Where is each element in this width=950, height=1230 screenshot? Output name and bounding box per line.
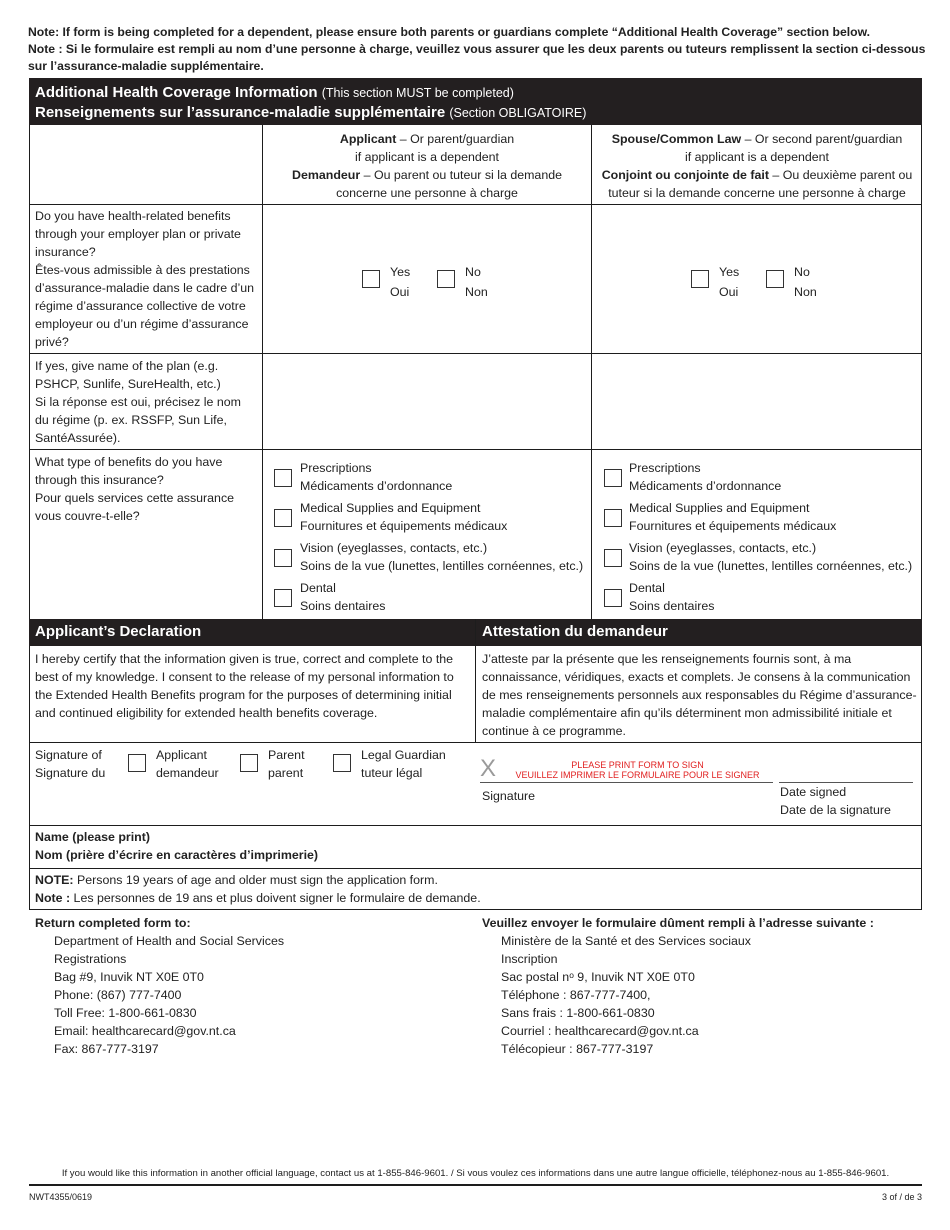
grid-line	[29, 204, 922, 205]
declaration-title-en: Applicant’s Declaration	[29, 619, 475, 646]
applicant-dental-checkbox[interactable]	[274, 589, 292, 607]
spouse-yes-label: Yes Oui	[719, 265, 740, 299]
applicant-prescriptions-label: Prescriptions Médicaments d’ordonnance	[300, 461, 453, 493]
note-en: Note: If form is being completed for a dependent, please ensure both parents or guardians complete “Additional Health Coverage” section below.	[28, 25, 870, 39]
applicant-no-checkbox[interactable]	[437, 270, 455, 288]
signature-label: Signature	[482, 789, 536, 803]
applicant-medical-supplies-checkbox[interactable]	[274, 509, 292, 527]
section-title-en: Additional Health Coverage Information	[35, 84, 318, 101]
spouse-no-checkbox[interactable]	[766, 270, 784, 288]
grid-line	[29, 825, 922, 826]
return-address-fr: Veuillez envoyer le formulaire dûment rempli à l’adresse suivante : Ministère de la Santé et des Services sociaux Inscription Sac postal nᵒ 9, Inuvik NT X0E 0T0 Téléphone : 867-777-7400, Sans frais : 1-800-661-0830 Courriel : healthcarecard@gov.nt.ca Télécopieur : 867-777-3197	[482, 916, 874, 1056]
name-field[interactable]	[380, 828, 915, 866]
grid-line	[29, 742, 922, 743]
dependent-note	[28, 24, 928, 75]
name-label: Name (please print) Nom (prière d’écrire en caractères d’imprimerie)	[35, 830, 319, 862]
signer-applicant-checkbox[interactable]	[128, 754, 146, 772]
grid-line	[29, 868, 922, 869]
declaration-text-fr: J’atteste par la présente que les renseignements fournis sont, à ma connaissance, véridiques, exacts et complets. Je consens à la communication de mes renseignements personnels aux responsables du Régime d’assurance-maladie complémentaire afin qu’ils déterminent mon admissibilité initiale et continue à ce programme.	[482, 652, 917, 738]
grid-line	[475, 619, 476, 742]
applicant-no-label: No Non	[465, 265, 488, 299]
question-plan-name: If yes, give name of the plan (e.g. PSHCP, Sunlife, SureHealth, etc.) Si la réponse est oui, précisez le nom du régime (p. ex. RSSFP, Sun Life, SantéAssurée).	[35, 359, 241, 445]
spouse-yes-checkbox[interactable]	[691, 270, 709, 288]
signer-parent-checkbox[interactable]	[240, 754, 258, 772]
print-to-sign-notice: PLEASE PRINT FORM TO SIGN VEUILLEZ IMPRIMER LE FORMULAIRE POUR LE SIGNER	[515, 760, 760, 780]
signer-applicant-label: Applicant demandeur	[156, 748, 219, 780]
language-notice: If you would like this information in another official language, contact us at 1-855-846-9601. / Si vous voulez ces informations dans une autre langue officielle, téléphonez-nous au 1-855-846-9601.	[61, 1168, 890, 1179]
spouse-plan-name-field[interactable]	[592, 354, 921, 449]
applicant-column-header: Applicant – Or parent/guardian if applicant is a dependent Demandeur – Ou parent ou tuteur si la demande concerne une personne à charge	[292, 132, 562, 200]
date-signed-label: Date signed Date de la signature	[780, 785, 891, 817]
spouse-prescriptions-label: Prescriptions Médicaments d’ordonnance	[629, 461, 782, 493]
return-address-en: Return completed form to: Department of Health and Social Services Registrations Bag #9, Inuvik NT X0E 0T0 Phone: (867) 777-7400 Toll Free: 1-800-661-0830 Email: healthcarecard@gov.nt.ca Fax: 867-777-3197	[35, 916, 285, 1056]
signature-field[interactable]	[481, 771, 773, 783]
footer-rule	[29, 1184, 922, 1186]
question-benefit-types: What type of benefits do you have through this insurance? Pour quels services cette assurance vous couvre-t-elle?	[35, 455, 235, 523]
applicant-yes-label: Yes Oui	[390, 265, 411, 299]
section-title-en-sub: (This section MUST be completed)	[321, 86, 514, 100]
spouse-vision-checkbox[interactable]	[604, 549, 622, 567]
applicant-plan-name-field[interactable]	[263, 354, 591, 449]
spouse-medical-supplies-checkbox[interactable]	[604, 509, 622, 527]
grid-line	[29, 449, 922, 450]
spouse-prescriptions-checkbox[interactable]	[604, 469, 622, 487]
signer-guardian-label: Legal Guardian tuteur légal	[361, 748, 446, 780]
applicant-yes-checkbox[interactable]	[362, 270, 380, 288]
spouse-medical-supplies-label: Medical Supplies and Equipment Fournitures et équipements médicaux	[629, 501, 837, 533]
section-header	[29, 78, 922, 125]
note-fr: Note : Si le formulaire est rempli au nom d’une personne à charge, veuillez vous assurer que les deux parents ou tuteurs remplissent la section ci-dessous sur l’assurance-maladie supplémentaire.	[28, 42, 926, 73]
spouse-column-header: Spouse/Common Law – Or second parent/guardian if applicant is a dependent Conjoint ou conjointe de fait – Ou deuxième parent ou tuteur si la demande concerne une personne à charge	[601, 132, 913, 200]
spouse-dental-label: Dental Soins dentaires	[629, 581, 715, 613]
declaration-text-en: I hereby certify that the information given is true, correct and complete to the best of my knowledge. I consent to the release of my personal information to the Extended Health Benefits program for the purposes of determining initial and continued eligibility for extended health benefits coverage.	[35, 652, 454, 720]
spouse-vision-label: Vision (eyeglasses, contacts, etc.) Soins de la vue (lunettes, lentilles cornéennes, etc.)	[629, 541, 913, 573]
applicant-vision-label: Vision (eyeglasses, contacts, etc.) Soins de la vue (lunettes, lentilles cornéennes, etc.)	[300, 541, 584, 573]
section-title-fr: Renseignements sur l’assurance-maladie supplémentaire	[35, 104, 446, 121]
age-note: NOTE: Persons 19 years of age and older must sign the application form. Note : Les personnes de 19 ans et plus doivent signer le formulaire de demande.	[35, 873, 481, 905]
page-number: 3 of / de 3	[881, 1192, 922, 1202]
section-title-fr-sub: (Section OBLIGATOIRE)	[449, 106, 587, 120]
signature-of-label: Signature of Signature du	[35, 748, 106, 780]
declaration-title-fr: Attestation du demandeur	[476, 619, 922, 646]
spouse-no-label: No Non	[794, 265, 817, 299]
signer-guardian-checkbox[interactable]	[333, 754, 351, 772]
form-id: NWT4355/0619	[29, 1192, 93, 1202]
applicant-medical-supplies-label: Medical Supplies and Equipment Fournitures et équipements médicaux	[300, 501, 508, 533]
applicant-dental-label: Dental Soins dentaires	[300, 581, 386, 613]
spouse-dental-checkbox[interactable]	[604, 589, 622, 607]
signature-x-mark: X	[480, 755, 497, 782]
applicant-prescriptions-checkbox[interactable]	[274, 469, 292, 487]
signer-parent-label: Parent parent	[268, 748, 305, 780]
question-benefits: Do you have health-related benefits through your employer plan or private insurance? Êtes-vous admissible à des prestations d’assurance-maladie dans le cadre d’un régime d’assurance collective de votre employeur ou d’un régime d’assurance privé?	[35, 209, 255, 349]
applicant-vision-checkbox[interactable]	[274, 549, 292, 567]
